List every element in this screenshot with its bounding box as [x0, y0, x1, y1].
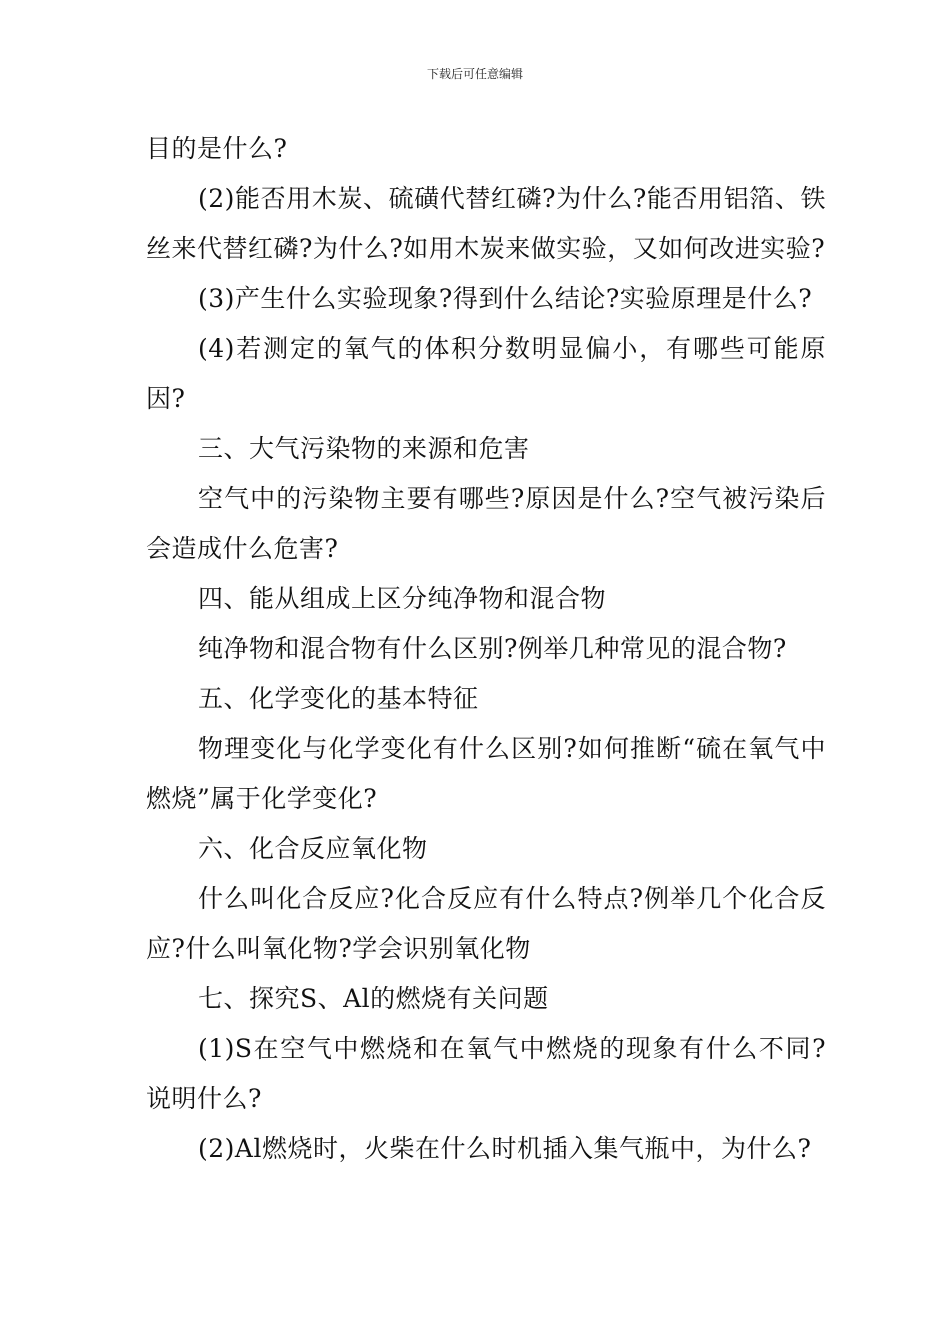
section-heading-5: 五、化学变化的基本特征	[198, 684, 479, 713]
section-heading-7: 七、探究S、Al的燃烧有关问题	[198, 984, 549, 1013]
section-heading-4: 四、能从组成上区分纯净物和混合物	[198, 584, 607, 613]
page-header-note: 下载后可任意编辑	[426, 67, 523, 81]
paragraph-combination-reaction: 什么叫化合反应?化合反应有什么特点?例举几个化合反应?什么叫氧化物?学会识别氧化物	[146, 884, 826, 963]
paragraph-question-2: (2)能否用木炭、硫磺代替红磷?为什么?能否用铝箔、铁丝来代替红磷?为什么?如用木炭来做实验，又如何改进实验?	[146, 184, 826, 263]
paragraph-question-3: (3)产生什么实验现象?得到什么结论?实验原理是什么?	[198, 284, 813, 313]
section-heading-6: 六、化合反应氧化物	[198, 834, 428, 863]
paragraph-chemical-change: 物理变化与化学变化有什么区别?如何推断“硫在氧气中燃烧”属于化学变化?	[146, 734, 826, 813]
paragraph-sulfur-burning: (1)S在空气中燃烧和在氧气中燃烧的现象有什么不同?说明什么?	[146, 1034, 826, 1113]
section-heading-3: 三、大气污染物的来源和危害	[198, 434, 530, 463]
paragraph-pollutants: 空气中的污染物主要有哪些?原因是什么?空气被污染后会造成什么危害?	[146, 484, 826, 563]
document-body	[146, 124, 826, 1174]
paragraph-question-4: (4)若测定的氧气的体积分数明显偏小，有哪些可能原因?	[146, 334, 826, 413]
paragraph-purpose-continuation: 目的是什么?	[146, 134, 288, 163]
paragraph-pure-mixture: 纯净物和混合物有什么区别?例举几种常见的混合物?	[198, 634, 787, 663]
paragraph-aluminum-burning: (2)Al燃烧时，火柴在什么时机插入集气瓶中，为什么?	[198, 1134, 812, 1163]
